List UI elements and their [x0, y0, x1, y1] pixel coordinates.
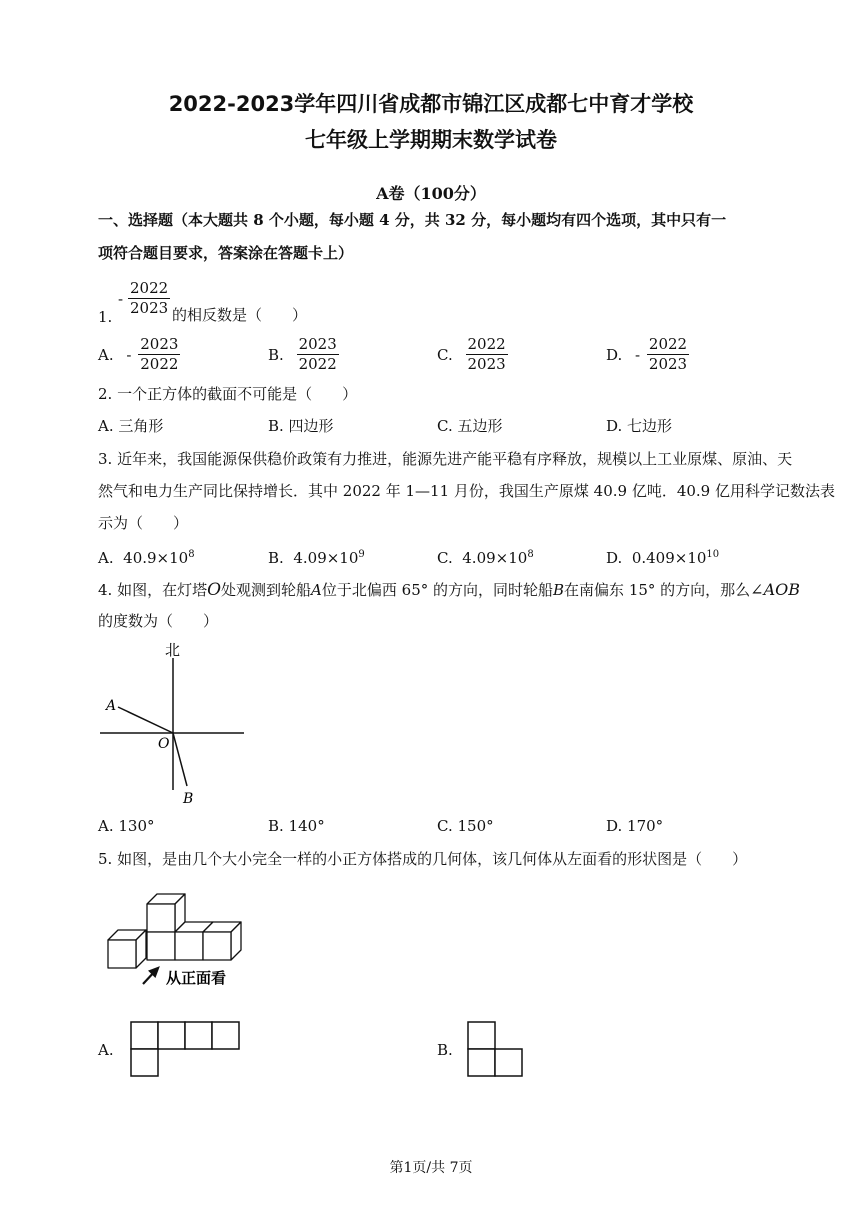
q1-minus: - — [118, 290, 124, 308]
q5-cube-left-front-face — [108, 940, 136, 968]
q1-option-b-label: B. — [268, 345, 284, 364]
q1-fraction — [128, 280, 170, 318]
q5-cube-bottom-2-front-face — [175, 932, 203, 960]
q1-option-d[interactable] — [606, 336, 689, 374]
q1-option-b[interactable] — [268, 336, 339, 374]
q3-option-c-base: 4.09×10 — [462, 549, 528, 567]
q5-cube-bottom-3-front-face — [203, 932, 231, 960]
q5-b-square-3 — [495, 1049, 522, 1076]
question-3-line3: 示为（ ） — [98, 514, 189, 532]
q3-option-b-base: 4.09×10 — [293, 549, 359, 567]
section-a-heading: A卷（100分） — [376, 184, 486, 203]
page-footer: 第1页/共 7页 — [389, 1160, 473, 1176]
q5-a-square-3 — [185, 1022, 212, 1049]
q1-number: 1. — [98, 308, 113, 326]
q3-option-c-label: C. — [437, 549, 453, 567]
q4-option-b[interactable]: B. 140° — [268, 817, 325, 835]
q3-option-a-label: A. — [98, 549, 114, 567]
q1-option-c-num: 2022 — [466, 336, 508, 355]
q1-option-d-den: 2023 — [648, 355, 688, 374]
q5-cube-solid-figure — [100, 888, 260, 998]
exam-title-line1: 2022-2023学年四川省成都市锦江区成都七中育才学校 — [168, 92, 694, 116]
q1-option-a[interactable] — [98, 336, 180, 374]
q5-option-b-shape[interactable] — [467, 1021, 527, 1081]
q3-option-b-exp: 9 — [358, 549, 365, 560]
q1-option-d-fraction — [647, 336, 689, 374]
q5-cube-top-front-face — [147, 904, 175, 932]
q1-option-b-num: 2023 — [297, 336, 339, 355]
q1-option-d-num: 2022 — [647, 336, 689, 355]
q3-option-c-exp: 8 — [527, 549, 534, 560]
q3-option-d[interactable] — [606, 550, 719, 566]
q2-option-b[interactable]: B. 四边形 — [268, 417, 334, 435]
q4-label-a: A — [106, 698, 117, 714]
q5-b-square-1 — [468, 1022, 495, 1049]
q4-text-a: 4. 如图，在灯塔 — [98, 581, 208, 599]
q5-a-square-1 — [131, 1022, 158, 1049]
q1-option-d-label: D. — [606, 345, 623, 364]
q4-text-c: 位于北偏西 65° 的方向，同时轮船 — [321, 581, 554, 599]
q4-ray-ob — [173, 733, 187, 786]
q5-view-label: 从正面看 — [166, 969, 227, 987]
q4-var-o: O — [207, 580, 222, 600]
q4-option-d[interactable]: D. 170° — [606, 817, 664, 835]
q1-option-c-den: 2023 — [467, 355, 506, 374]
q3-option-a-base: 40.9×10 — [123, 549, 189, 567]
q3-option-d-exp: 10 — [706, 549, 720, 560]
q4-compass-figure — [96, 640, 256, 810]
question-3-line2: 然气和电力生产同比保持增长．其中 2022 年 1—11 月份，我国生产原煤 40.9 亿吨．40.9 亿用科学记数法表 — [98, 482, 835, 500]
q5-b-square-2 — [468, 1049, 495, 1076]
q1-option-c-fraction — [466, 336, 508, 374]
q1-option-a-sign: - — [126, 345, 132, 364]
q2-option-c[interactable]: C. 五边形 — [437, 417, 503, 435]
part1-instructions-line2: 项符合题目要求，答案涂在答题卡上） — [98, 244, 354, 262]
q4-var-b: B — [553, 581, 565, 599]
q1-options — [98, 336, 778, 380]
q1-option-b-den: 2022 — [298, 355, 337, 374]
q5-option-a-shape[interactable] — [130, 1021, 242, 1081]
q3-option-c[interactable] — [437, 550, 534, 566]
q4-text-b: 处观测到轮船 — [221, 581, 312, 599]
q1-option-a-label: A. — [98, 345, 114, 364]
question-3-line1: 3. 近年来，我国能源保供稳价政策有力推进，能源先进产能平稳有序释放，规模以上工业原煤、原油、天 — [98, 450, 793, 468]
q2-option-a[interactable]: A. 三角形 — [98, 417, 164, 435]
q3-option-d-label: D. — [606, 549, 623, 567]
q3-option-a-exp: 8 — [188, 549, 195, 560]
q1-option-c-label: C. — [437, 345, 453, 364]
q4-text-d: 在南偏东 15° 的方向，那么 — [564, 581, 751, 599]
q5-a-square-2 — [158, 1022, 185, 1049]
q3-option-d-base: 0.409×10 — [631, 549, 707, 567]
q3-option-b-label: B. — [268, 549, 284, 567]
q5-a-square-5 — [131, 1049, 158, 1076]
exam-title-line2: 七年级上学期期末数学试卷 — [305, 128, 557, 152]
q4-angle-aob: ∠AOB — [750, 580, 801, 599]
q4-option-a[interactable]: A. 130° — [98, 817, 155, 835]
q1-option-a-den: 2022 — [140, 355, 179, 374]
q4-option-c[interactable]: C. 150° — [437, 817, 494, 835]
q1-option-b-fraction — [297, 336, 339, 374]
question-2-text: 2. 一个正方体的截面不可能是（ ） — [98, 385, 358, 403]
q4-ray-oa — [118, 707, 173, 733]
part1-instructions-line1: 一、选择题（本大题共 8 个小题，每小题 4 分，共 32 分，每小题均有四个选项，其中只有一 — [98, 211, 727, 229]
q4-var-a: A — [311, 581, 322, 599]
q3-option-a[interactable] — [98, 550, 195, 566]
q1-fraction-numerator: 2022 — [128, 280, 170, 299]
q2-option-d[interactable]: D. 七边形 — [606, 417, 673, 435]
q5-option-b-label[interactable]: B. — [437, 1041, 453, 1059]
q5-option-a-label[interactable]: A. — [98, 1041, 114, 1059]
q1-option-d-sign: - — [635, 345, 641, 364]
q1-option-a-num: 2023 — [138, 336, 180, 355]
q4-label-b: B — [183, 791, 194, 807]
q4-label-north: 北 — [165, 641, 181, 659]
q5-cube-bottom-1-front-face — [147, 932, 175, 960]
q1-option-c[interactable] — [437, 336, 508, 374]
q5-a-square-4 — [212, 1022, 239, 1049]
question-4-line2: 的度数为（ ） — [98, 612, 219, 630]
q1-text: 的相反数是（ ） — [172, 306, 308, 324]
question-4-line1 — [98, 582, 800, 599]
q3-option-b[interactable] — [268, 550, 365, 566]
question-5-text: 5. 如图，是由几个大小完全一样的小正方体搭成的几何体，该几何体从左面看的形状图是（ ） — [98, 850, 748, 868]
q1-option-a-fraction — [138, 336, 180, 374]
q4-label-o: O — [158, 736, 170, 752]
q1-fraction-denominator: 2023 — [130, 299, 169, 318]
